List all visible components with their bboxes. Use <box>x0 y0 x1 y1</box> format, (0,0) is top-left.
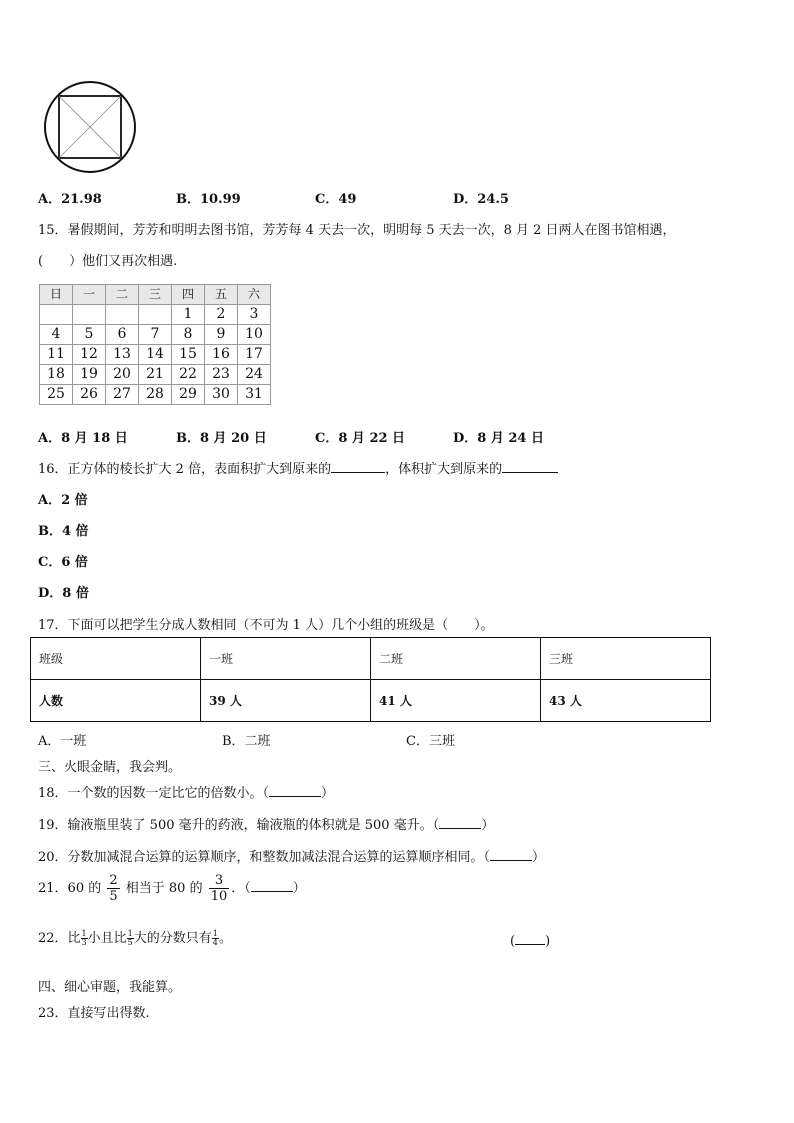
calendar-week-row <box>40 365 271 385</box>
q17-option-c[interactable]: C．三班 <box>406 734 455 749</box>
table-row <box>31 638 711 680</box>
q20-text: 20．分数加减混合运算的运算顺序，和整数加减法混合运算的运算顺序相同。（ <box>38 850 491 865</box>
q21-text-mid: 相当于 80 的 <box>125 881 203 896</box>
weekday-tue: 二 <box>106 285 139 305</box>
q18-close: ） <box>321 786 335 801</box>
q17-option-a[interactable]: A．一班 <box>38 734 87 749</box>
calendar-day: 14 <box>139 345 172 365</box>
calendar-day: 10 <box>238 325 271 345</box>
table-cell: 39 人 <box>201 680 371 722</box>
fraction-numerator: 3 <box>209 873 230 889</box>
q22-paren-close: ) <box>545 934 551 949</box>
q22-question <box>38 926 232 952</box>
fraction-denominator: 3 <box>81 938 87 947</box>
class-size-table <box>30 637 711 722</box>
calendar-day: 8 <box>172 325 205 345</box>
q15-question-line1: 15．暑假期间，芳芳和明明去图书馆，芳芳每 4 天去一次，明明每 5 天去一次，8 月 2 日两人在图书馆相遇， <box>38 223 676 238</box>
q21-text-pre: 21．60 的 <box>38 881 102 896</box>
table-cell: 43 人 <box>541 680 711 722</box>
calendar-day: 27 <box>106 385 139 405</box>
q16-blank-1[interactable] <box>331 460 385 473</box>
q22-text-post: 。 <box>218 931 232 946</box>
q16-text-b: ，体积扩大到原来的 <box>385 462 503 477</box>
fraction-denominator: 5 <box>127 938 133 947</box>
calendar-day: 3 <box>238 305 271 325</box>
q14-option-b[interactable]: B．10.99 <box>176 192 241 207</box>
weekday-sun: 日 <box>40 285 73 305</box>
calendar-week-row <box>40 385 271 405</box>
q16-blank-2[interactable] <box>502 460 558 473</box>
calendar-header-row <box>40 285 271 305</box>
fraction-numerator: 1 <box>127 929 133 938</box>
q19-text: 19．输液瓶里装了 500 毫升的药液，输液瓶的体积就是 500 毫升。（ <box>38 818 440 833</box>
q15-option-a[interactable]: A．8 月 18 日 <box>38 431 128 446</box>
q21-close: ） <box>292 881 306 896</box>
weekday-mon: 一 <box>73 285 106 305</box>
fraction-numerator: 2 <box>109 873 118 888</box>
q22-fraction-c <box>212 930 219 947</box>
fraction-denominator: 4 <box>212 938 218 947</box>
q18-question <box>38 782 334 801</box>
calendar-day: 16 <box>205 345 238 365</box>
q23-question: 23．直接写出得数. <box>38 1006 150 1021</box>
q21-fraction-1 <box>107 873 119 904</box>
q18-text: 18．一个数的因数一定比它的倍数小。（ <box>38 786 270 801</box>
q16-text-a: 16．正方体的棱长扩大 2 倍，表面积扩大到原来的 <box>38 462 332 477</box>
calendar-day: 26 <box>73 385 106 405</box>
q18-answer-blank[interactable] <box>269 784 321 797</box>
calendar-day: 30 <box>205 385 238 405</box>
q17-option-b[interactable]: B．二班 <box>222 734 271 749</box>
calendar-day: 17 <box>238 345 271 365</box>
weekday-sat: 六 <box>238 285 271 305</box>
q19-answer-blank[interactable] <box>439 816 481 829</box>
calendar-day: 6 <box>106 325 139 345</box>
q22-fraction-a <box>81 930 88 947</box>
q16-option-c[interactable]: C．6 倍 <box>38 555 88 570</box>
table-cell: 二班 <box>371 638 541 680</box>
table-cell: 41 人 <box>371 680 541 722</box>
calendar-day <box>40 305 73 325</box>
table-cell: 三班 <box>541 638 711 680</box>
calendar-day <box>106 305 139 325</box>
weekday-wed: 三 <box>139 285 172 305</box>
calendar-week-row <box>40 345 271 365</box>
q16-option-a[interactable]: A．2 倍 <box>38 493 88 508</box>
fraction-numerator: 1 <box>81 929 87 938</box>
section4-title: 四、细心审题，我能算。 <box>38 980 182 995</box>
calendar-day: 29 <box>172 385 205 405</box>
calendar-week-row <box>40 325 271 345</box>
circle-square-figure <box>40 80 140 174</box>
q15-option-b[interactable]: B．8 月 20 日 <box>176 431 267 446</box>
calendar-day: 22 <box>172 365 205 385</box>
q14-option-a[interactable]: A．21.98 <box>38 192 102 207</box>
calendar-day: 1 <box>172 305 205 325</box>
table-cell: 班级 <box>31 638 201 680</box>
calendar-day: 9 <box>205 325 238 345</box>
calendar-day: 31 <box>238 385 271 405</box>
q22-text-pre: 22．比 <box>38 931 81 946</box>
q16-question <box>38 458 558 477</box>
calendar-day: 20 <box>106 365 139 385</box>
calendar-day: 21 <box>139 365 172 385</box>
calendar-day: 24 <box>238 365 271 385</box>
table-cell: 人数 <box>31 680 201 722</box>
calendar-day <box>139 305 172 325</box>
fraction-denominator: 10 <box>210 889 228 904</box>
calendar-day: 11 <box>40 345 73 365</box>
q14-option-d[interactable]: D．24.5 <box>453 192 509 207</box>
q19-question <box>38 814 494 833</box>
calendar-day: 4 <box>40 325 73 345</box>
weekday-fri: 五 <box>205 285 238 305</box>
q20-close: ） <box>532 850 546 865</box>
q20-answer-blank[interactable] <box>490 848 532 861</box>
section3-title: 三、火眼金睛，我会判。 <box>38 760 182 775</box>
q17-question: 17．下面可以把学生分成人数相同（不可为 1 人）几个小组的班级是（ ）。 <box>38 618 494 633</box>
calendar-day: 15 <box>172 345 205 365</box>
q16-option-d[interactable]: D．8 倍 <box>38 586 89 601</box>
q22-fraction-b <box>127 930 134 947</box>
fraction-denominator: 5 <box>109 889 118 904</box>
calendar-day: 7 <box>139 325 172 345</box>
weekday-thu: 四 <box>172 285 205 305</box>
q21-answer-blank[interactable] <box>251 879 293 892</box>
calendar-day: 12 <box>73 345 106 365</box>
calendar-day: 28 <box>139 385 172 405</box>
q22-text-mid1: 小且比 <box>87 931 127 946</box>
august-calendar <box>39 284 271 405</box>
q15-option-d[interactable]: D．8 月 24 日 <box>453 431 544 446</box>
q21-text-post: ．（ <box>231 881 251 896</box>
table-row <box>31 680 711 722</box>
q14-option-c[interactable]: C．49 <box>315 192 357 207</box>
q15-question-line2: ( ）他们又再次相遇. <box>38 254 178 269</box>
q22-answer <box>510 932 550 949</box>
q15-option-c[interactable]: C．8 月 22 日 <box>315 431 406 446</box>
q20-question <box>38 846 545 865</box>
q21-fraction-2 <box>209 873 230 904</box>
q16-option-b[interactable]: B．4 倍 <box>38 524 89 539</box>
calendar-day: 18 <box>40 365 73 385</box>
fraction-numerator: 1 <box>212 929 218 938</box>
calendar-day: 2 <box>205 305 238 325</box>
calendar-day <box>73 305 106 325</box>
calendar-day: 25 <box>40 385 73 405</box>
calendar-day: 23 <box>205 365 238 385</box>
q19-close: ） <box>481 818 495 833</box>
table-cell: 一班 <box>201 638 371 680</box>
calendar-day: 13 <box>106 345 139 365</box>
q21-question <box>38 870 306 908</box>
calendar-week-row <box>40 305 271 325</box>
q22-paren-open: ( <box>510 934 516 949</box>
calendar-day: 5 <box>73 325 106 345</box>
q22-answer-blank[interactable] <box>515 932 545 945</box>
calendar-day: 19 <box>73 365 106 385</box>
q22-text-mid2: 大的分数只有 <box>133 931 212 946</box>
